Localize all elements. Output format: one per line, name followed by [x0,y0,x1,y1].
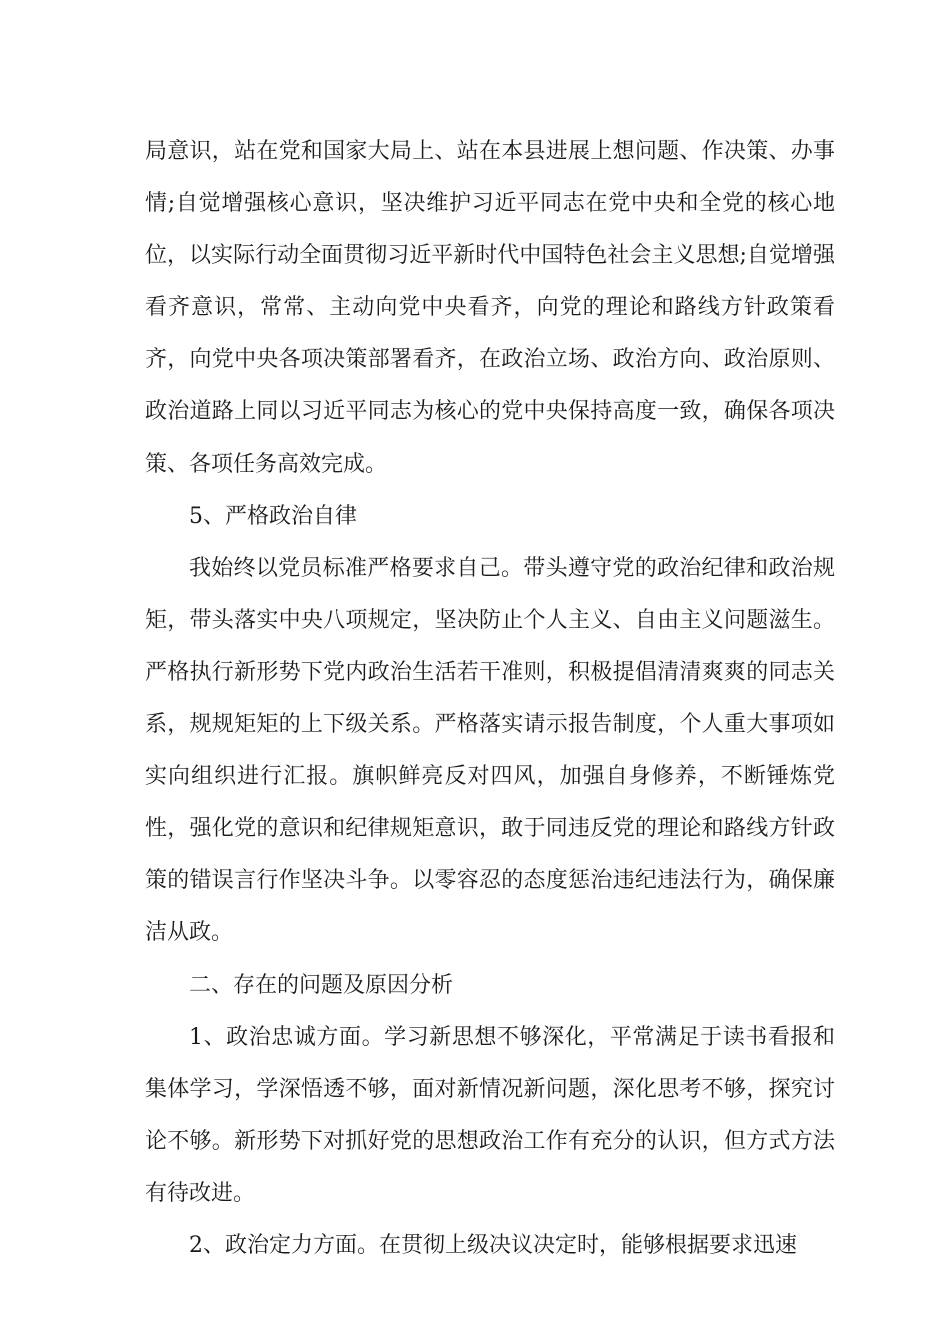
paragraph-political-resolve: 2、政治定力方面。在贯彻上级决议决定时，能够根据要求迅速 [189,1232,797,1258]
paragraph-self-discipline: 我始终以党员标准严格要求自己。带头遵守党的政治纪律和政治规矩，带头落实中央八项规定，坚决防止个人主义、自由主义问题滋生。严格执行新形势下党内政治生活若干准则，积极提倡清清爽爽的同志关系，规规矩矩的上下级关系。严格落实请示报告制度，个人重大事项如实向组织进行汇报。旗帜鲜亮反对四风，加强自身修养，不断锤炼党性，强化党的意识和纪律规矩意识，敢于同违反党的理论和路线方针政策的错误言行作坚决斗争。以零容忍的态度惩治违纪违法行为，确保廉洁从政。 [145,555,835,946]
paragraph-political-loyalty: 1、政治忠诚方面。学习新思想不够深化，平常满足于读书看报和集体学习，学深悟透不够，面对新情况新问题，深化思考不够，探究讨论不够。新形势下对抓好党的思想政治工作有充分的认识，但方式方法有待改进。 [145,1024,835,1206]
heading-strict-self-discipline: 5、严格政治自律 [189,503,357,529]
document-body [145,126,835,1272]
paragraph-political-awareness: 局意识，站在党和国家大局上、站在本县进展上想问题、作决策、办事情;自觉增强核心意识，坚决维护习近平同志在党中央和全党的核心地位，以实际行动全面贯彻习近平新时代中国特色社会主义思想;自觉增强看齐意识，常常、主动向党中央看齐，向党的理论和路线方针政策看齐，向党中央各项决策部署看齐，在政治立场、政治方向、政治原则、政治道路上同以习近平同志为核心的党中央保持高度一致，确保各项决策、各项任务高效完成。 [145,139,835,477]
heading-problems-and-causes: 二、存在的问题及原因分析 [189,972,454,998]
